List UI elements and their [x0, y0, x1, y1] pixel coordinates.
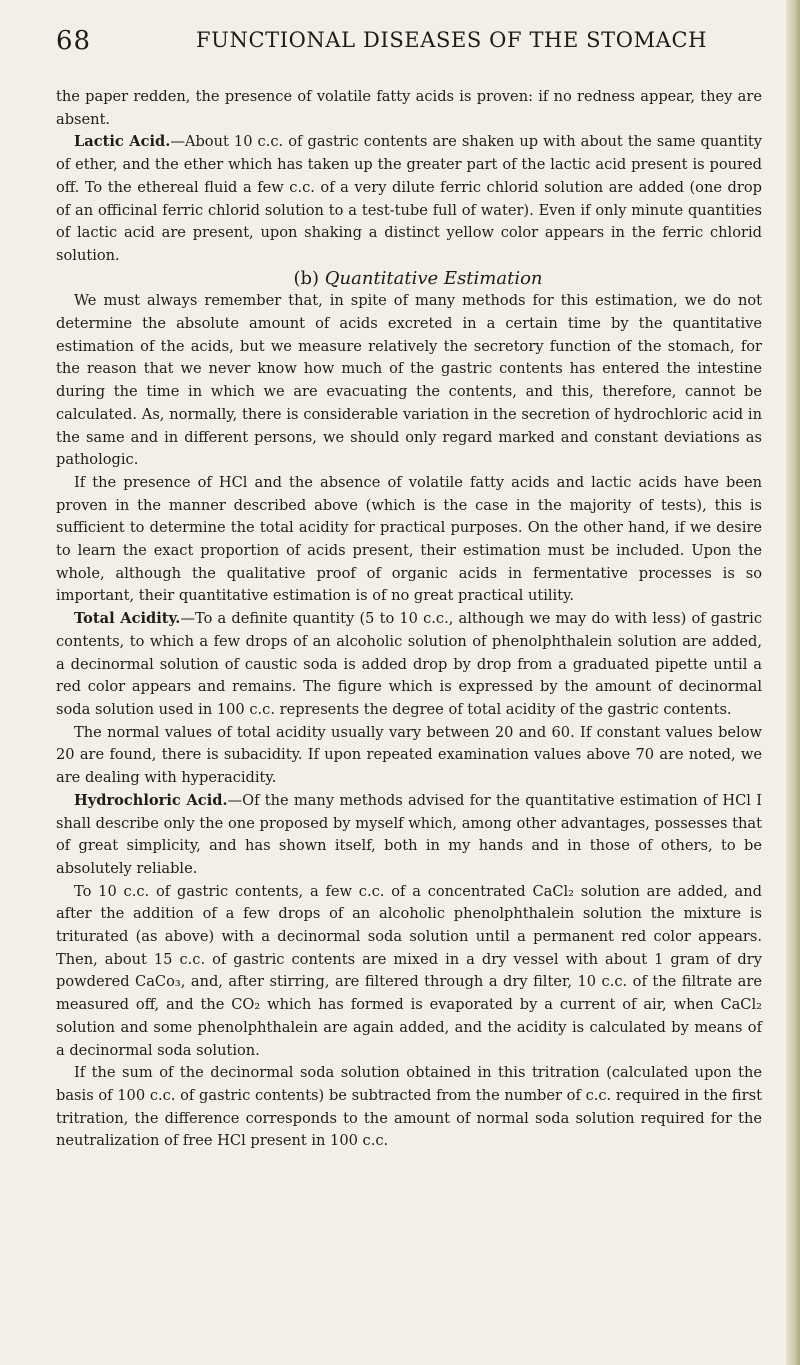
run-in-heading-total-acidity: Total Acidity. [74, 610, 181, 628]
run-in-heading-hydrochloric-acid: Hydrochloric Acid. [74, 791, 228, 809]
section-subheading [56, 268, 762, 291]
paragraph-procedure: To 10 c.c. of gastric contents, a few c.c. of a concentrated CaCl₂ solution are added, and after the addition of a few drops of an alcoholic phenolphthalein solution the mixture is triturated (as above) with a decinormal soda solution until a permanent red color appears. Then, about 15 c.c. of gastric contents are mixed in a dry vessel with about 1 gram of dry powdered CaCo₃, and, after stirring, are filtered through a dry filter, 10 c.c. of the filtrate are measured off, and the CO₂ which has formed is evaporated by a current of air, when CaCl₂ solution and some phenolphthalein are again added, and the acidity is calculated by means of a decinormal soda solution. [56, 882, 762, 1059]
total-acidity-text: —To a definite quantity (5 to 10 c.c., although we may do with less) of gastric contents, to which a few drops of an alcoholic solution of phenolphthalein solution are added, a decinormal solution of caustic soda is added drop by drop from a graduated pipette until a red color appears and remains. The figure which is expressed by the amount of decinormal soda solution used in 100 c.c. represents the degree of total acidity of the gastric contents. [56, 610, 762, 718]
lactic-acid-text: —About 10 c.c. of gastric contents are shaken up with about the same quantity of ether, and the ether which has taken up the greater part of the lactic acid present is poured off. To the ethereal fluid a few c.c. of a very dilute ferric chlorid solution are added (one drop of an officinal ferric chlorid solution to a test-tube full of water). Even if only minute quantities of lactic acid are present, upon shaking a distinct yellow color appears in the ferric chlorid solution. [56, 133, 762, 264]
hydrochloric-acid-text: —Of the many methods advised for the quantitative estimation of HCl I shall describe only the one proposed by myself which, among other advantages, possesses that of great simplicity, and has shown itself, both in my hands and in those of others, to be absolutely reliable. [56, 791, 762, 877]
paragraph-calculation: If the sum of the decinormal soda solution obtained in this tritration (calculated upon the basis of 100 c.c. of gastric contents) be subtracted from the number of c.c. required in the first tritration, the difference corresponds to the amount of normal soda solution required for the neutralization of free HCl present in 100 c.c. [56, 1064, 762, 1150]
paragraph-estimation-intro: We must always remember that, in spite of many methods for this estimation, we do not determine the absolute amount of acids excreted in a certain time by the quantitative estimation of the acids, but we measure relatively the secretory function of the stomach, for the reason that we never know how much of the gastric contents has entered the intestine during the time in which we are evacuating the contents, and this, therefore, cannot be calculated. As, normally, there is considerable variation in the secretion of hydrochloric acid in the same and in different persons, we should only regard marked and constant deviations as pathologic. [56, 292, 762, 469]
running-title: FUNCTIONAL DISEASES OF THE STOMACH [196, 28, 708, 52]
page-header [56, 26, 762, 60]
paragraph-lactic-acid [56, 131, 762, 267]
body-text [56, 86, 762, 1153]
page-edge-shadow [786, 0, 800, 1365]
paragraph-hcl-presence: If the presence of HCl and the absence of volatile fatty acids and lactic acids have been proven in the manner described above (which is the case in the majority of tests), this is sufficient to determine the total acidity for practical purposes. On the other hand, if we desire to learn the exact proportion of acids present, their estimation must be included. Upon the whole, although the qualitative proof of organic acids in fermentative processes is so important, their quantitative estimation is of no great practical utility. [56, 473, 762, 605]
paragraph-volatile-acids: the paper redden, the presence of volatile fatty acids is proven: if no redness appear, they are absent. [56, 88, 762, 128]
paragraph-hydrochloric-acid [56, 790, 762, 881]
paragraph-total-acidity [56, 608, 762, 722]
page-number: 68 [56, 26, 92, 56]
subheading-title: Quantitative Estimation [324, 267, 543, 289]
run-in-heading-lactic-acid: Lactic Acid. [74, 133, 171, 151]
paragraph-normal-values: The normal values of total acidity usually vary between 20 and 60. If constant values below 20 are found, there is subacidity. If upon repeated examination values above 70 are noted, we are dealing with hyperacidity. [56, 723, 762, 787]
subheading-label: (b) [293, 267, 325, 289]
